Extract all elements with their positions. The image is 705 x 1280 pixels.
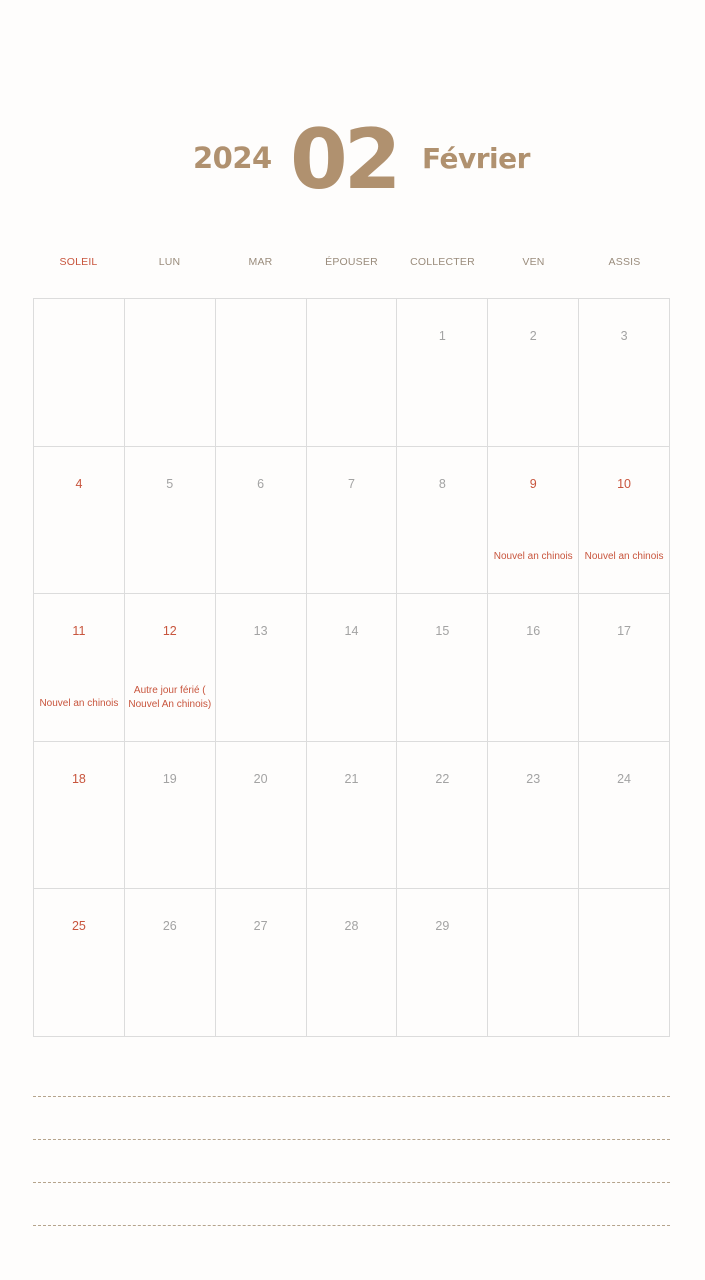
day-number: 27 (253, 919, 268, 934)
day-cell[interactable] (125, 594, 216, 742)
weekday-label: MAR (248, 256, 273, 268)
note-line[interactable] (33, 1182, 670, 1183)
day-number: 5 (166, 476, 174, 491)
day-number: 18 (71, 771, 86, 786)
note-line[interactable] (33, 1225, 670, 1226)
weekday-label: ASSIS (608, 256, 641, 268)
day-cell[interactable] (125, 742, 216, 890)
day-cell[interactable] (216, 299, 307, 447)
day-number: 15 (435, 624, 450, 639)
holiday-note: Nouvel an chinois (584, 550, 664, 562)
day-number: 2 (529, 329, 537, 343)
day-number: 17 (617, 624, 632, 639)
day-number: 16 (526, 624, 541, 639)
day-number: 29 (435, 919, 450, 934)
day-number: 6 (257, 476, 265, 491)
day-cell[interactable] (397, 742, 488, 890)
month-name: Février (422, 142, 530, 175)
day-cell[interactable] (307, 594, 398, 742)
day-number: 3 (620, 329, 628, 343)
day-number: 19 (162, 771, 177, 786)
day-cell[interactable] (34, 594, 125, 742)
holiday-note: Autre jour férié ( Nouvel An chinois) (128, 685, 212, 710)
day-number: 24 (617, 771, 632, 786)
day-cell[interactable] (216, 889, 307, 1037)
day-cell[interactable] (216, 742, 307, 890)
day-cell[interactable] (34, 742, 125, 890)
day-cell[interactable] (216, 447, 307, 595)
day-number: 13 (253, 624, 268, 639)
day-cell[interactable] (397, 594, 488, 742)
note-line[interactable] (33, 1096, 670, 1097)
day-number: 9 (529, 476, 537, 491)
day-cell[interactable] (488, 889, 579, 1037)
note-line[interactable] (33, 1139, 670, 1140)
day-cell[interactable] (488, 742, 579, 890)
day-cell[interactable] (579, 594, 670, 742)
day-cell[interactable] (397, 299, 488, 447)
holiday-note: Nouvel an chinois (39, 698, 119, 710)
day-number: 14 (344, 624, 359, 639)
day-number: 7 (348, 476, 355, 491)
year-label: 2024 (193, 141, 272, 175)
day-cell[interactable] (579, 299, 670, 447)
day-cell[interactable] (125, 889, 216, 1037)
day-number: 11 (72, 624, 86, 639)
weekday-label: VEN (522, 256, 545, 268)
day-number: 28 (344, 919, 359, 934)
day-number: 26 (162, 919, 177, 934)
notes-area (33, 1096, 670, 1268)
day-number: 22 (435, 771, 450, 786)
day-cell[interactable] (397, 447, 488, 595)
day-cell[interactable] (125, 299, 216, 447)
day-number: 10 (617, 476, 632, 491)
day-cell[interactable] (307, 742, 398, 890)
day-number: 4 (75, 476, 83, 491)
weekday-header-row (33, 252, 670, 272)
day-cell[interactable] (216, 594, 307, 742)
day-number: 21 (344, 771, 359, 786)
day-cell[interactable] (307, 889, 398, 1037)
day-cell[interactable] (125, 447, 216, 595)
day-cell[interactable] (579, 447, 670, 595)
day-number: 20 (253, 771, 268, 786)
calendar-header (0, 0, 705, 230)
day-cell[interactable] (488, 299, 579, 447)
weekday-label: LUN (158, 256, 181, 268)
day-cell[interactable] (34, 299, 125, 447)
day-cell[interactable] (307, 299, 398, 447)
day-cell[interactable] (34, 447, 125, 595)
holiday-note: Nouvel an chinois (493, 550, 573, 562)
month-number: 02 (290, 111, 398, 208)
calendar-grid (33, 298, 670, 1037)
weekday-label: COLLECTER (410, 256, 475, 268)
day-number: 25 (71, 919, 86, 934)
day-cell[interactable] (579, 889, 670, 1037)
day-number: 23 (526, 771, 541, 786)
day-number: 8 (438, 476, 446, 491)
day-cell[interactable] (397, 889, 488, 1037)
day-number: 1 (438, 329, 446, 343)
day-cell[interactable] (34, 889, 125, 1037)
day-cell[interactable] (307, 447, 398, 595)
weekday-label: ÉPOUSER (325, 256, 378, 268)
day-cell[interactable] (488, 447, 579, 595)
day-cell[interactable] (579, 742, 670, 890)
day-cell[interactable] (488, 594, 579, 742)
day-number: 12 (162, 624, 177, 639)
weekday-label: SOLEIL (59, 256, 98, 268)
